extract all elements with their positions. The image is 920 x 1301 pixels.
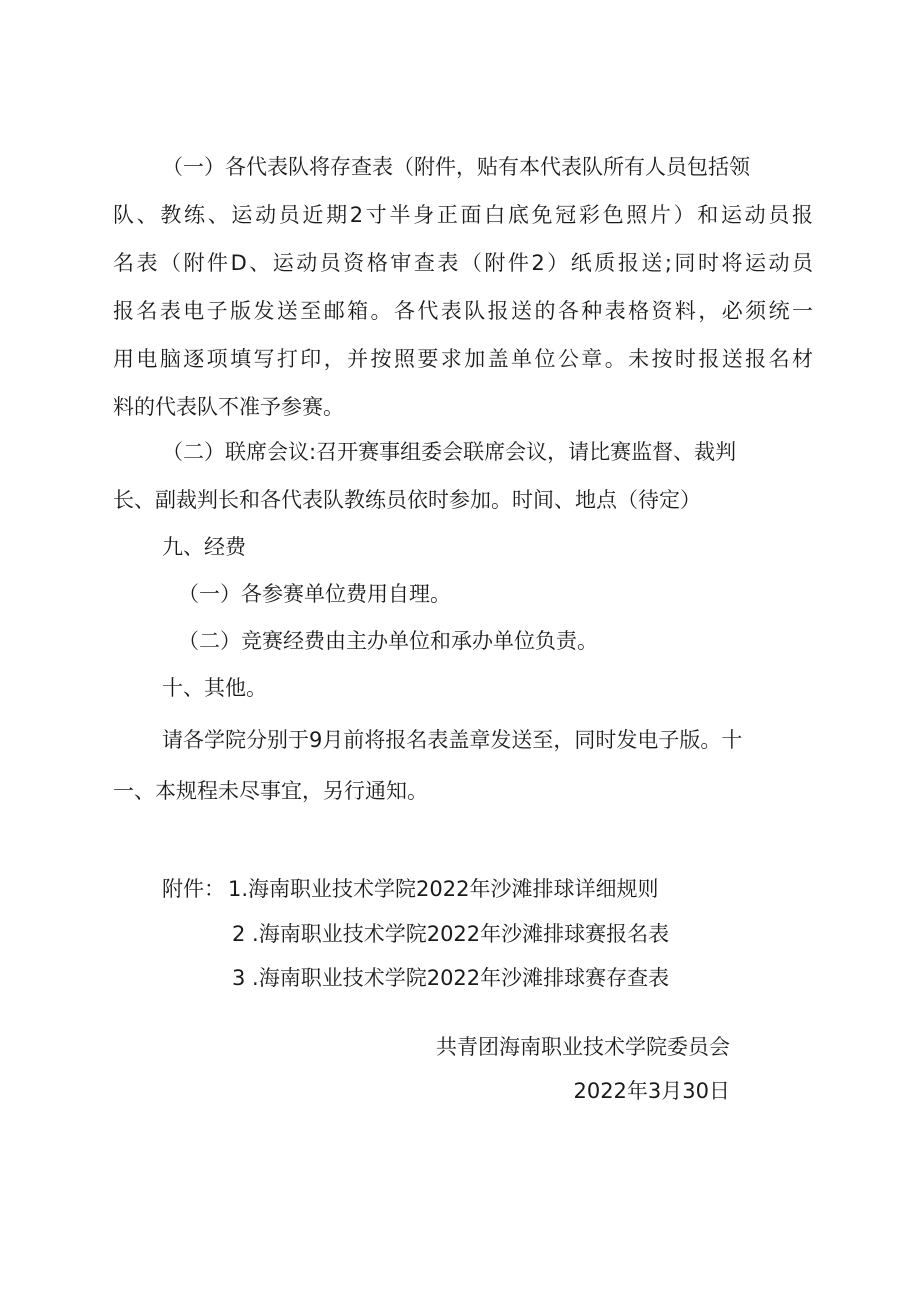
section9-item-1: （一）各参赛单位费用自理。 bbox=[178, 582, 451, 606]
section9-item-2: （二）竞赛经费由主办单位和承办单位负责。 bbox=[178, 629, 598, 653]
section9-heading: 九、经费 bbox=[162, 535, 246, 559]
para1-line-3: 名表（附件D、运动员资格审查表（附件2）纸质报送;同时将运动员 bbox=[113, 251, 813, 275]
section10-heading: 十、其他。 bbox=[162, 676, 267, 700]
attachment-item-2: 2 .海南职业技术学院2022年沙滩排球赛报名表 bbox=[232, 922, 670, 946]
para1-line-6: 料的代表队不准予参赛。 bbox=[113, 395, 344, 419]
attachment-item-1: 1.海南职业技术学院2022年沙滩排球详细规则 bbox=[228, 877, 659, 901]
signature-date: 2022年3月30日 bbox=[573, 1079, 730, 1103]
para1-line-2: 队、教练、运动员近期2寸半身正面白底免冠彩色照片）和运动员报 bbox=[113, 203, 813, 227]
attachments-label: 附件： bbox=[162, 877, 225, 901]
para2-line-2: 长、副裁判长和各代表队教练员依时参加。时间、地点（待定） bbox=[113, 488, 701, 512]
attachment-item-3: 3 .海南职业技术学院2022年沙滩排球赛存查表 bbox=[232, 966, 670, 990]
section10-line-1: 请各学院分别于9月前将报名表盖章发送至，同时发电子版。十 bbox=[162, 728, 743, 752]
para1-line-5: 用电脑逐项填写打印，并按照要求加盖单位公章。未按时报送报名材 bbox=[113, 347, 813, 371]
section10-line-2: 一、本规程未尽事宜，另行通知。 bbox=[113, 779, 428, 803]
para1-line-1: （一）各代表队将存查表（附件，贴有本代表队所有人员包括领 bbox=[162, 155, 750, 179]
signature-org: 共青团海南职业技术学院委员会 bbox=[436, 1035, 730, 1059]
para2-line-1: （二）联席会议:召开赛事组委会联席会议，请比赛监督、裁判 bbox=[162, 440, 737, 464]
para1-line-4: 报名表电子版发送至邮箱。各代表队报送的各种表格资料，必须统一 bbox=[113, 299, 813, 323]
